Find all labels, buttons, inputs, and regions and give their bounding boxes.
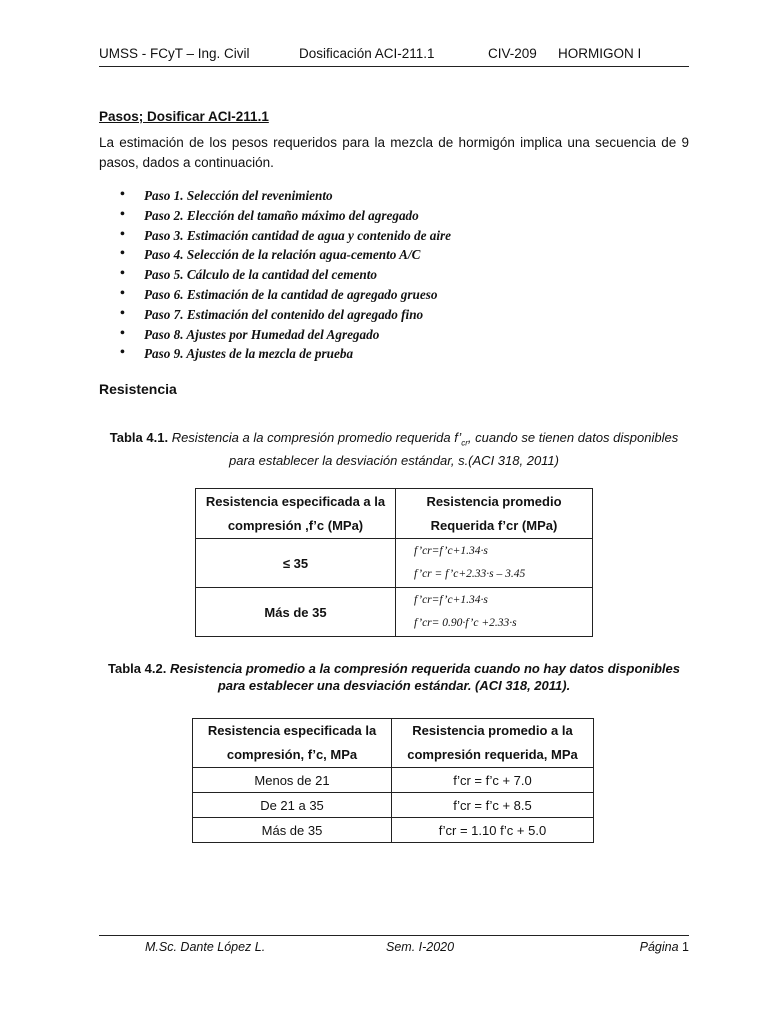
table-header-row (193, 719, 594, 768)
table-header-row (196, 489, 593, 539)
footer-semester: Sem. I-2020 (386, 940, 455, 954)
formula-cell (396, 588, 593, 637)
formula: f’cr=f’c+1.34·s (414, 594, 488, 606)
list-item: • Paso 9. Ajustes de la mezcla de prueba (120, 346, 451, 366)
table-cell: f’cr = f’c + 8.5 (392, 793, 594, 818)
table1-caption-text-a: Resistencia a la compresión promedio requerida f’ (171, 430, 462, 445)
table2-caption-label: Tabla 4.2. (108, 661, 167, 676)
list-item: • Paso 7. Estimación del contenido del agregado fino (120, 307, 451, 327)
column-header: Resistencia especificada la compresión, f’c, MPa (193, 719, 392, 768)
table-cell: Menos de 21 (193, 768, 392, 793)
table2-caption-text: Resistencia promedio a la compresión requerida cuando no hay datos disponibles para establecer una desviación estándar. (ACI 318, 2011). (169, 661, 680, 693)
page-header (99, 45, 689, 67)
list-item: • Paso 1. Selección del revenimiento (120, 188, 451, 208)
table-cell: f’cr = f’c + 7.0 (392, 768, 594, 793)
list-item: • Paso 6. Estimación de la cantidad de agregado grueso (120, 287, 451, 307)
table-cell: f’cr = 1.10 f’c + 5.0 (392, 818, 594, 843)
list-item: • Paso 3. Estimación cantidad de agua y contenido de aire (120, 228, 451, 248)
footer-page-number: 1 (682, 940, 689, 954)
table-row (193, 768, 594, 793)
header-course-code: CIV-209 (488, 46, 537, 61)
header-subject: HORMIGON I (558, 46, 642, 61)
table-required-strength-no-data (192, 718, 594, 843)
list-item: • Paso 8. Ajustes por Humedad del Agregado (120, 327, 451, 347)
table1-caption (99, 429, 689, 469)
column-header: Resistencia especificada a la compresión ,f’c (MPa) (196, 489, 396, 539)
section-title: Resistencia (99, 381, 177, 397)
footer-page (640, 940, 689, 954)
formula-cell (396, 539, 593, 588)
formula: f’cr=f’c+1.34·s (414, 545, 488, 557)
table-cell: De 21 a 35 (193, 793, 392, 818)
table2-caption (99, 660, 689, 694)
table-row (193, 818, 594, 843)
table1-caption-text-b: , cuando se tienen datos disponibles para establecer la desviación estándar, s.(ACI 318, 2011) (228, 430, 679, 468)
steps-title: Pasos; Dosificar ACI-211.1 (99, 109, 269, 124)
table-cell: Más de 35 (193, 818, 392, 843)
table-cell: ≤ 35 (196, 539, 396, 588)
table-row (193, 793, 594, 818)
list-item: • Paso 4. Selección de la relación agua-cemento A/C (120, 247, 451, 267)
table-cell: Más de 35 (196, 588, 396, 637)
table-row (196, 588, 593, 637)
table1-caption-sub: cr (461, 438, 468, 448)
footer-page-label: Página (639, 940, 679, 954)
header-institution: UMSS - FCyT – Ing. Civil (99, 46, 250, 61)
column-header: Resistencia promedio Requerida f’cr (MPa) (396, 489, 593, 539)
list-item: • Paso 2. Elección del tamaño máximo del agregado (120, 208, 451, 228)
table-required-strength-with-data (195, 488, 593, 637)
table-row (196, 539, 593, 588)
formula: f’cr= 0.90·f’c +2.33·s (414, 617, 517, 629)
footer-author: M.Sc. Dante López L. (145, 940, 266, 954)
formula: f’cr = f’c+2.33·s – 3.45 (414, 568, 526, 580)
list-item: • Paso 5. Cálculo de la cantidad del cemento (120, 267, 451, 287)
column-header: Resistencia promedio a la compresión requerida, MPa (392, 719, 594, 768)
page-footer (99, 935, 689, 957)
intro-paragraph: La estimación de los pesos requeridos para la mezcla de hormigón implica una secuencia de 9 pasos, dados a continuación. (99, 135, 689, 170)
steps-list (120, 188, 451, 366)
header-topic: Dosificación ACI-211.1 (299, 46, 435, 61)
table1-caption-label: Tabla 4.1. (109, 430, 169, 445)
